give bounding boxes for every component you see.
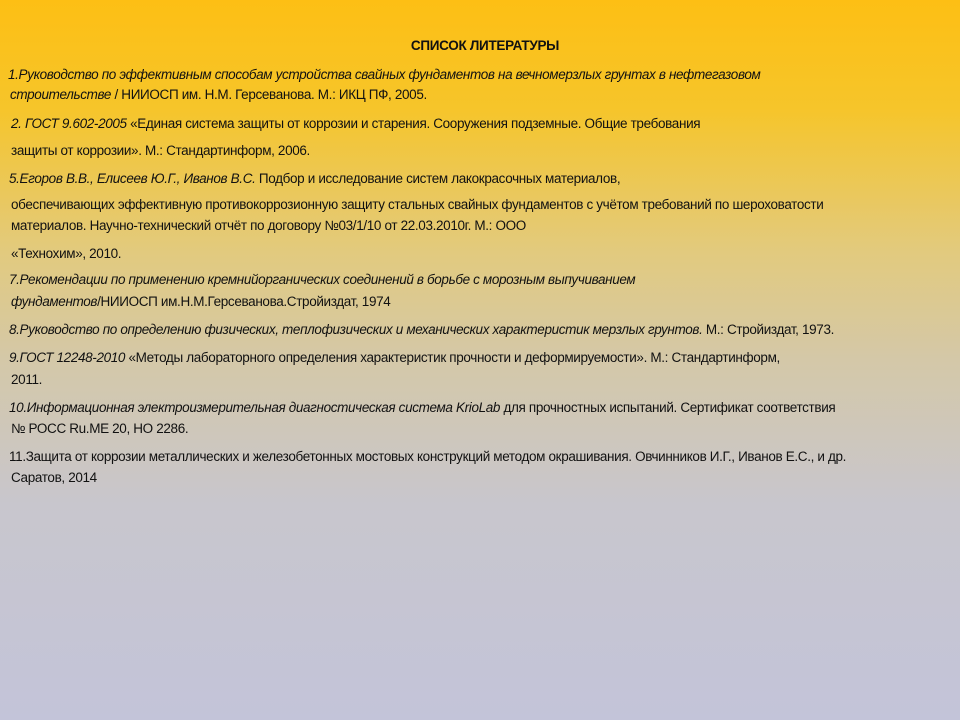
reference-line: «Технохим», 2010. [11, 246, 122, 261]
reference-line: строительстве / НИИОСП им. Н.М. Герсеванова. М.: ИКЦ ПФ, 2005. [10, 87, 427, 102]
reference-line: обеспечивающих эффективную противокоррозионную защиту стальных свайных фундаментов с учётом требований по шероховатости [11, 197, 824, 212]
reference-line: 11.Защита от коррозии металлических и железобетонных мостовых конструкций методом окрашивания. Овчинников И.Г., Иванов Е.С., и др. [9, 449, 847, 464]
reference-line: 8.Руководство по определению физических, теплофизических и механических характеристик мерзлых грунтов. М.: Стройиздат, 1973. [9, 322, 835, 337]
reference-line: 2011. [11, 372, 43, 387]
reference-line: фундаментов/НИИОСП им.Н.М.Герсеванова.Стройиздат, 1974 [11, 294, 391, 309]
page-title: СПИСОК ЛИТЕРАТУРЫ [410, 38, 560, 53]
reference-line: № РОСС Ru.ME 20, НО 2286. [11, 421, 189, 436]
reference-line: 7.Рекомендации по применению кремнийорганических соединений в борьбе с морозным выпучиванием [9, 272, 636, 287]
reference-line: 10.Информационная электроизмерительная диагностическая система KrioLab для прочностных испытаний. Сертификат соответствия [9, 400, 836, 415]
reference-line: 2. ГОСТ 9.602-2005 «Единая система защиты от коррозии и старения. Сооружения подземные. Общие требования [11, 116, 701, 131]
reference-line: защиты от коррозии». М.: Стандартинформ, 2006. [11, 143, 310, 158]
reference-line: 5.Егоров В.В., Елисеев Ю.Г., Иванов В.С. Подбор и исследование систем лакокрасочных материалов, [9, 171, 621, 186]
reference-line: 1.Руководство по эффективным способам устройства свайных фундаментов на вечномерзлых грунтах в нефтегазовом [8, 67, 761, 82]
reference-line: Саратов, 2014 [11, 470, 97, 485]
reference-line: материалов. Научно-технический отчёт по договору №03/1/10 от 22.03.2010г. М.: ООО [11, 218, 526, 233]
reference-line: 9.ГОСТ 12248-2010 «Методы лабораторного определения характеристик прочности и деформируемости». М.: Стандартинформ, [9, 350, 780, 365]
